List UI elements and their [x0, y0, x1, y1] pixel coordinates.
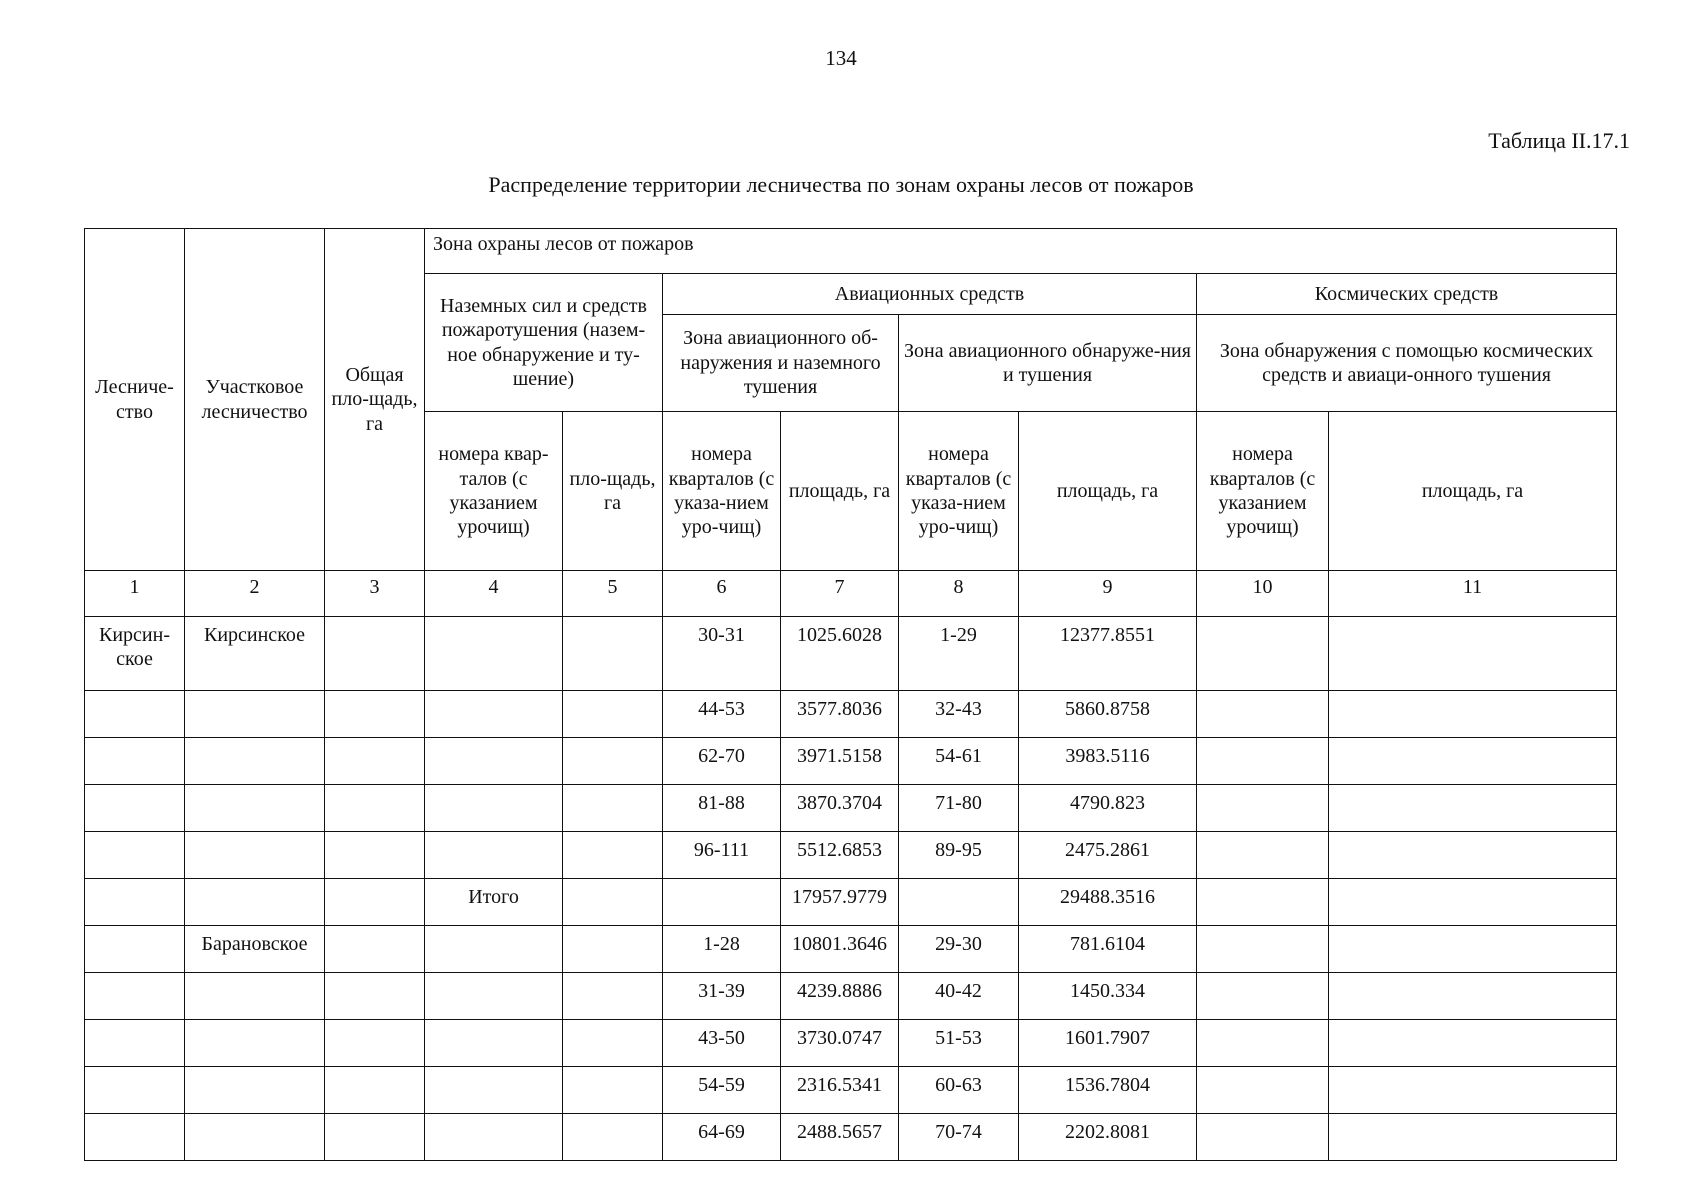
table-cell	[1329, 1067, 1617, 1114]
table-cell	[85, 785, 185, 832]
table-cell: 3730.0747	[781, 1020, 899, 1067]
header-zona-avia-nazem: Зона авиационного об-наружения и наземного тушения	[663, 315, 899, 412]
table-cell	[85, 1020, 185, 1067]
table-cell: 4239.8886	[781, 973, 899, 1020]
table-cell	[185, 879, 325, 926]
table-cell	[1197, 1114, 1329, 1161]
table-cell	[1197, 617, 1329, 691]
table-cell	[325, 691, 425, 738]
table-cell	[1329, 691, 1617, 738]
table-cell	[563, 973, 663, 1020]
table-cell: 40-42	[899, 973, 1019, 1020]
table-cell	[563, 832, 663, 879]
table-cell: 54-61	[899, 738, 1019, 785]
table-cell	[1329, 1020, 1617, 1067]
header-zona-ohrany: Зона охраны лесов от пожаров	[425, 229, 1617, 274]
table-row	[85, 617, 1617, 691]
table-cell	[325, 1067, 425, 1114]
table-cell: 29488.3516	[1019, 879, 1197, 926]
column-number: 8	[899, 571, 1019, 617]
table-cell	[1329, 832, 1617, 879]
table-cell	[85, 691, 185, 738]
column-number: 1	[85, 571, 185, 617]
table-cell	[1329, 926, 1617, 973]
table-cell	[325, 879, 425, 926]
table-cell: 1601.7907	[1019, 1020, 1197, 1067]
table-cell	[1197, 691, 1329, 738]
column-number-row	[85, 571, 1617, 617]
table-cell: 2475.2861	[1019, 832, 1197, 879]
table-cell: 60-63	[899, 1067, 1019, 1114]
table-cell: Итого	[425, 879, 563, 926]
table-cell	[1197, 973, 1329, 1020]
table-cell: 71-80	[899, 785, 1019, 832]
column-number: 9	[1019, 571, 1197, 617]
column-number: 3	[325, 571, 425, 617]
table-cell	[185, 1020, 325, 1067]
header-col-7: площадь, га	[781, 412, 899, 571]
table-cell	[1197, 879, 1329, 926]
header-kosmicheskih: Космических средств	[1197, 274, 1617, 315]
header-col-11: площадь, га	[1329, 412, 1617, 571]
table-cell: 3577.8036	[781, 691, 899, 738]
table-cell: 62-70	[663, 738, 781, 785]
table-cell: Кирсин-ское	[85, 617, 185, 691]
table-cell	[563, 1114, 663, 1161]
table-cell	[325, 785, 425, 832]
fire-protection-zones-table	[84, 228, 1617, 1161]
table-cell: 2488.5657	[781, 1114, 899, 1161]
table-cell	[85, 973, 185, 1020]
table-cell	[1197, 785, 1329, 832]
header-aviacionnyh: Авиационных средств	[663, 274, 1197, 315]
table-cell	[1197, 738, 1329, 785]
table-cell	[1329, 785, 1617, 832]
table-row	[85, 973, 1617, 1020]
table-cell: 30-31	[663, 617, 781, 691]
table-cell	[85, 1114, 185, 1161]
header-col-6: номера кварталов (с указа-нием уро-чищ)	[663, 412, 781, 571]
table-cell	[325, 1020, 425, 1067]
table-cell	[563, 1067, 663, 1114]
table-cell	[1197, 832, 1329, 879]
table-cell: 1-29	[899, 617, 1019, 691]
table-label: Таблица II.17.1	[1488, 128, 1630, 153]
table-cell	[563, 785, 663, 832]
table-cell: 4790.823	[1019, 785, 1197, 832]
table-cell	[425, 832, 563, 879]
table-cell: 5860.8758	[1019, 691, 1197, 738]
table-row	[85, 738, 1617, 785]
table-cell	[85, 926, 185, 973]
table-cell: 3983.5116	[1019, 738, 1197, 785]
table-cell: 70-74	[899, 1114, 1019, 1161]
column-number: 10	[1197, 571, 1329, 617]
table-cell	[425, 785, 563, 832]
table-cell	[563, 926, 663, 973]
table-cell	[563, 1020, 663, 1067]
table-cell	[325, 617, 425, 691]
table-cell	[85, 738, 185, 785]
table-cell	[185, 738, 325, 785]
table-cell: 1025.6028	[781, 617, 899, 691]
table-cell: 31-39	[663, 973, 781, 1020]
table-cell: 89-95	[899, 832, 1019, 879]
table-cell	[325, 926, 425, 973]
table-cell: 3971.5158	[781, 738, 899, 785]
header-col-9: площадь, га	[1019, 412, 1197, 571]
table-row	[85, 832, 1617, 879]
table-cell	[185, 1067, 325, 1114]
table-cell	[85, 832, 185, 879]
table-cell: 12377.8551	[1019, 617, 1197, 691]
table-cell	[85, 879, 185, 926]
table-cell: 2202.8081	[1019, 1114, 1197, 1161]
table-row	[85, 1020, 1617, 1067]
table-cell: 96-111	[663, 832, 781, 879]
table-cell	[1329, 879, 1617, 926]
table-cell: 781.6104	[1019, 926, 1197, 973]
table-row	[85, 691, 1617, 738]
table-row	[85, 1067, 1617, 1114]
table-cell	[1197, 1020, 1329, 1067]
header-obshaya-ploshad: Общая пло-щадь, га	[325, 229, 425, 571]
table-cell: Кирсинское	[185, 617, 325, 691]
table-cell: 1536.7804	[1019, 1067, 1197, 1114]
table-cell	[425, 1020, 563, 1067]
column-number: 4	[425, 571, 563, 617]
table-cell	[1329, 617, 1617, 691]
table-cell	[1197, 1067, 1329, 1114]
table-cell: 54-59	[663, 1067, 781, 1114]
table-cell	[185, 973, 325, 1020]
table-cell	[425, 617, 563, 691]
table-cell: 44-53	[663, 691, 781, 738]
column-number: 7	[781, 571, 899, 617]
table-cell	[563, 738, 663, 785]
table-row	[85, 785, 1617, 832]
column-number: 2	[185, 571, 325, 617]
table-title: Распределение территории лесничества по зонам охраны лесов от пожаров	[488, 172, 1194, 197]
table-row	[85, 1114, 1617, 1161]
table-cell	[425, 1114, 563, 1161]
table-cell	[325, 973, 425, 1020]
table-cell	[185, 832, 325, 879]
table-cell	[1329, 973, 1617, 1020]
table-cell	[1197, 926, 1329, 973]
table-cell: 2316.5341	[781, 1067, 899, 1114]
table-cell	[185, 691, 325, 738]
table-cell	[1329, 738, 1617, 785]
table-cell: 81-88	[663, 785, 781, 832]
column-number: 6	[663, 571, 781, 617]
table-cell	[185, 785, 325, 832]
header-col-5: пло-щадь, га	[563, 412, 663, 571]
header-col-10: номера кварталов (с указанием урочищ)	[1197, 412, 1329, 571]
table-cell	[425, 738, 563, 785]
table-row	[85, 879, 1617, 926]
table-cell	[563, 617, 663, 691]
header-zona-kosm: Зона обнаружения с помощью космических средств и авиаци-онного тушения	[1197, 315, 1617, 412]
page-number: 134	[825, 46, 857, 70]
table-cell	[663, 879, 781, 926]
table-cell: 43-50	[663, 1020, 781, 1067]
header-nazemnyh-sil: Наземных сил и средств пожаротушения (назем-ное обнаружение и ту-шение)	[425, 274, 663, 412]
header-zona-avia: Зона авиационного обнаруже-ния и тушения	[899, 315, 1197, 412]
header-col-8: номера кварталов (с указа-нием уро-чищ)	[899, 412, 1019, 571]
table-cell	[185, 1114, 325, 1161]
table-cell	[85, 1067, 185, 1114]
table-cell: 10801.3646	[781, 926, 899, 973]
table-cell: 5512.6853	[781, 832, 899, 879]
table-cell	[425, 926, 563, 973]
table-cell: 32-43	[899, 691, 1019, 738]
table-cell: 3870.3704	[781, 785, 899, 832]
table-row	[85, 926, 1617, 973]
table-cell	[425, 973, 563, 1020]
table-cell	[425, 691, 563, 738]
table-cell: 29-30	[899, 926, 1019, 973]
table-cell: 17957.9779	[781, 879, 899, 926]
column-number: 11	[1329, 571, 1617, 617]
table-cell: 51-53	[899, 1020, 1019, 1067]
table-cell: 1450.334	[1019, 973, 1197, 1020]
table-cell: 64-69	[663, 1114, 781, 1161]
table-cell	[899, 879, 1019, 926]
table-cell: 1-28	[663, 926, 781, 973]
column-number: 5	[563, 571, 663, 617]
table-cell	[563, 879, 663, 926]
table-cell	[425, 1067, 563, 1114]
table-cell	[325, 832, 425, 879]
table-cell	[563, 691, 663, 738]
header-lesnichestvo: Лесниче-ство	[85, 229, 185, 571]
header-col-4: номера квар-талов (с указанием урочищ)	[425, 412, 563, 571]
header-uchastkovoe: Участковое лесничество	[185, 229, 325, 571]
table-cell: Барановское	[185, 926, 325, 973]
table-cell	[1329, 1114, 1617, 1161]
table-cell	[325, 1114, 425, 1161]
table-cell	[325, 738, 425, 785]
